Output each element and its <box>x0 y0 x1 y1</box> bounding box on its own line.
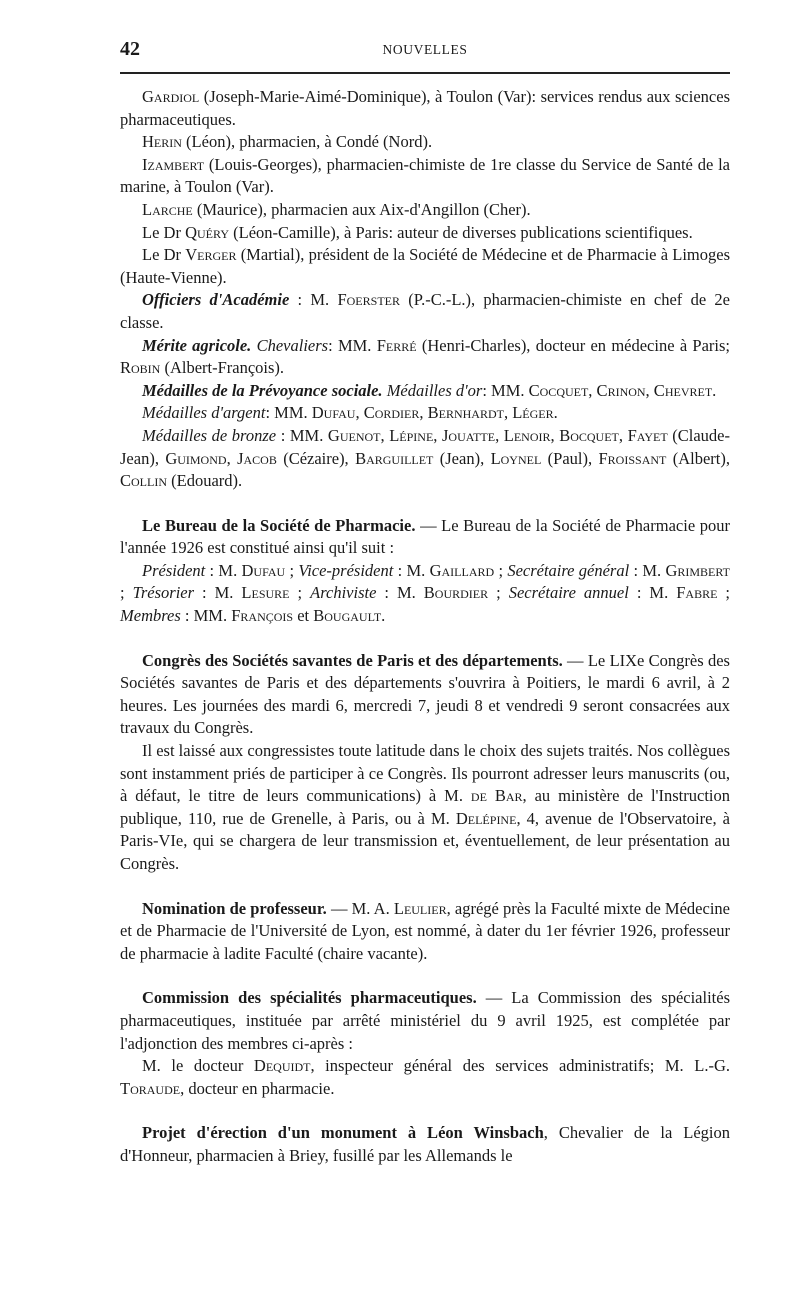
honour-entry: Le Dr Quéry (Léon-Camille), à Paris: auteur de diverses publications scientifiques. <box>142 222 693 242</box>
honour-entry: Izambert (Louis-Georges), pharmacien-chimiste de 1re classe du Service de Santé de la marine, à Toulon (Var). <box>120 154 730 197</box>
argent-paragraph: Médailles d'argent: MM. Dufau, Cordier, Bernhardt, Léger. <box>142 403 558 423</box>
running-title: NOUVELLES <box>382 42 468 57</box>
page-number: 42 <box>120 38 140 60</box>
prevoyance-paragraph: Médailles de la Prévoyance sociale. Médailles d'or: MM. Cocquet, Crinon, Chevret. <box>142 380 717 400</box>
commission-members: M. le docteur Dequidt, inspecteur général des services administratifs; M. L.-G. Toraude, docteur en pharmacie. <box>120 1056 730 1098</box>
header-rule <box>120 72 730 74</box>
honour-entry: Larche (Maurice), pharmacien aux Aix-d'Angillon (Cher). <box>142 199 531 219</box>
commission-heading: Commission des spécialités pharmaceutiques. <box>142 988 477 1008</box>
projet-paragraph: Projet d'érection d'un monument à Léon Winsbach, Chevalier de la Légion d'Honneur, pharmacien à Briey, fusillé par les Allemands le <box>120 1123 730 1165</box>
prevoyance-heading: Médailles de la Prévoyance sociale. <box>142 380 383 400</box>
projet-heading: Projet d'érection d'un monument à Léon Winsbach <box>142 1123 544 1143</box>
commission-paragraph: Commission des spécialités pharmaceutiques. — La Commission des spécialités pharmaceutiques, instituée par arrêté ministériel du 9 avril 1925, est complétée par l'adjonction des membres ci-après : <box>120 988 731 1053</box>
honour-entry: Herin (Léon), pharmacien, à Condé (Nord). <box>142 132 433 152</box>
bureau-officers: Président : M. Dufau ; Vice-président : M. Gaillard ; Secrétaire général : M. Grimbert ; Trésorier : M. Lesure ; Archiviste : M. Bourdier ; Secrétaire annuel : M. Fabre ; Membres : MM. François et Bougault. <box>120 560 731 626</box>
merite-heading: Mérite agricole. <box>142 335 252 355</box>
congres-heading: Congrès des Sociétés savantes de Paris et des départements. <box>142 650 563 670</box>
bronze-paragraph: Médailles de bronze : MM. Guenot, Lépine, Jouatte, Lenoir, Bocquet, Fayet (Claude-Jean), Guimond, Jacob (Cézaire), Barguillet (Jean), Loynel (Paul), Froissant (Albert), Collin (Edouard). <box>120 425 730 491</box>
page-body <box>120 86 730 1168</box>
nomination-heading: Nomination de professeur. <box>142 898 327 918</box>
congres-paragraph-2: Il est laissé aux congressistes toute latitude dans le choix des sujets traités. Nos collègues sont instamment priés de participer à ce Congrès. Ils pourront adresser leurs manuscrits (ou, à défaut, le titre de leurs communications) à M. de Bar, au ministère de l'Instruction publique, 110, rue de Grenelle, à Paris, ou à M. Delépine, 4, avenue de l'Observatoire, à Paris-VIe, qui se chargera de leur transmission et, éventuellement, de leur présentation au Congrès. <box>120 741 730 873</box>
merite-paragraph: Mérite agricole. Chevaliers: MM. Ferré (Henri-Charles), docteur en médecine à Paris; Robin (Albert-François). <box>120 335 731 378</box>
page-header <box>120 30 730 64</box>
honour-entry: Le Dr Verger (Martial), président de la Société de Médecine et de Pharmacie à Limoges (Haute-Vienne). <box>120 245 730 287</box>
honour-entry: Gardiol (Joseph-Marie-Aimé-Dominique), à Toulon (Var): services rendus aux sciences pharmaceutiques. <box>120 87 730 129</box>
academie-paragraph: Officiers d'Académie : M. Foerster (P.-C.-L.), pharmacien-chimiste en chef de 2e classe. <box>120 290 730 332</box>
congres-paragraph: Congrès des Sociétés savantes de Paris et des départements. — Le LIXe Congrès des Sociétés savantes de Paris et des départements s'ouvrira à Poitiers, le mardi 6 avril, à 2 heures. Les journées des mardi 6, mercredi 7, jeudi 8 et vendredi 9 seront consacrées aux travaux du Congrès. <box>120 650 730 738</box>
bureau-heading: Le Bureau de la Société de Pharmacie. <box>142 515 416 535</box>
academie-heading: Officiers d'Académie <box>142 290 290 310</box>
bureau-paragraph: Le Bureau de la Société de Pharmacie. — Le Bureau de la Société de Pharmacie pour l'année 1926 est constitué ainsi qu'il suit : <box>120 515 730 558</box>
nomination-paragraph: Nomination de professeur. — M. A. Leulier, agrégé près la Faculté mixte de Médecine et de Pharmacie de l'Université de Lyon, est nommé, à dater du 1er février 1926, professeur de pharmacie à ladite Faculté (chaire vacante). <box>120 898 730 963</box>
